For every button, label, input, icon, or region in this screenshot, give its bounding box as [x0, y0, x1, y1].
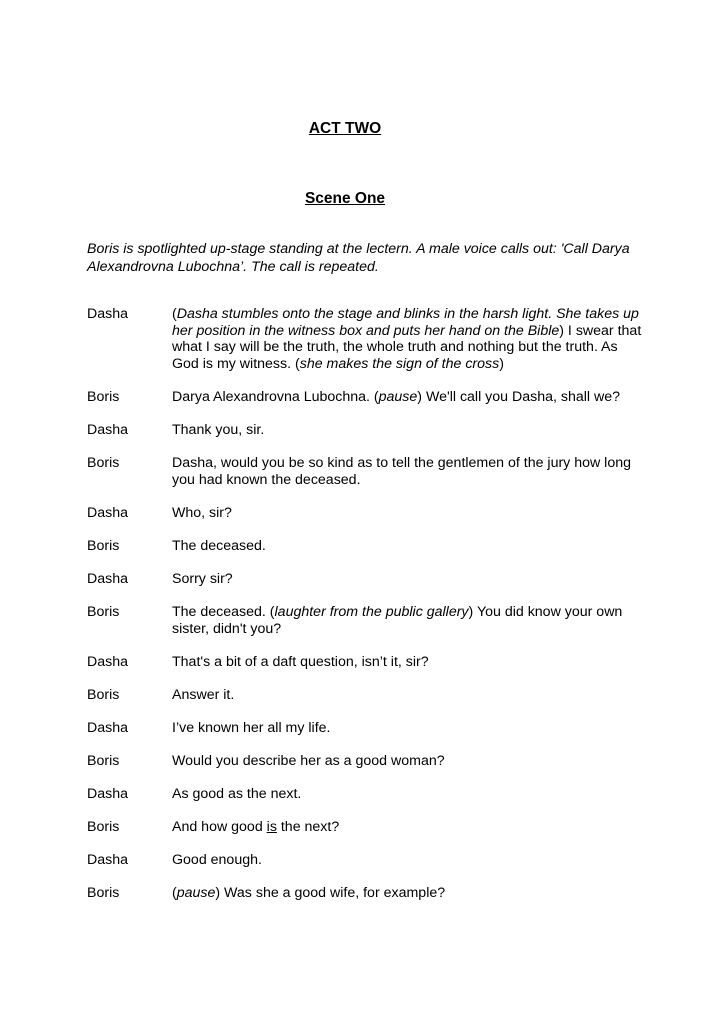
opening-stage-direction: Boris is spotlighted up-stage standing at the lectern. A male voice calls out: 'Call Darya Alexandrovna Lubochna’. The call is repeated. [87, 241, 630, 275]
speech-text [172, 306, 642, 372]
speech-text [172, 786, 642, 803]
speaker-name: Boris [87, 455, 120, 472]
speech-segment: Sorry sir? [172, 570, 233, 587]
speech-segment: I’ve known her all my life. [172, 719, 331, 736]
speaker-name: Boris [87, 753, 120, 769]
stage-direction-inline: pause [176, 885, 216, 902]
speech-segment: ) [499, 355, 504, 372]
speech-text [172, 604, 642, 637]
speaker-name: Boris [87, 537, 120, 554]
dialogue-line [87, 538, 647, 555]
speech-text [172, 687, 642, 704]
emphasis-text: is [266, 819, 277, 836]
speech-text [172, 885, 642, 902]
speech-text [172, 753, 642, 770]
speech-segment: ) We'll call you Dasha, shall we? [417, 388, 621, 405]
speech-text [172, 819, 642, 836]
speech-text [172, 654, 642, 671]
stage-direction-inline: she makes the sign of the cross [299, 355, 500, 372]
speech-segment: ) You did know your own sister, didn't you? [172, 604, 623, 637]
speech-segment: The deceased. ( [172, 604, 275, 621]
speaker-name: Dasha [87, 306, 129, 322]
dialogue-list [87, 306, 647, 918]
speech-segment: ) I swear that what I say will be the truth, the whole truth and nothing but the truth. As God is my witness. ( [172, 322, 642, 372]
speech-segment: ( [172, 885, 177, 902]
speech-text [172, 852, 642, 869]
speaker-name: Dasha [87, 786, 129, 803]
speech-segment: Thank you, sir. [172, 421, 265, 438]
speech-text [172, 538, 642, 555]
act-title: ACT TWO [308, 120, 382, 137]
dialogue-line [87, 753, 647, 770]
speaker-name: Dasha [87, 719, 129, 736]
speech-segment: ) Was she a good wife, for example? [215, 885, 446, 902]
dialogue-line [87, 885, 647, 902]
dialogue-line [87, 654, 647, 671]
speech-segment: Darya Alexandrovna Lubochna. ( [172, 388, 379, 405]
speech-segment: That's a bit of a daft question, isn’t it, sir? [172, 653, 429, 670]
speech-text [172, 505, 642, 522]
speech-text [172, 389, 642, 406]
stage-direction-inline: pause [378, 388, 418, 405]
speaker-name: Boris [87, 604, 120, 621]
speech-segment: And how good [172, 819, 267, 836]
stage-direction-inline: Dasha stumbles onto the stage and blinks in the harsh light. She takes up her position in the witness box and puts her hand on the Bible [172, 306, 639, 339]
speaker-name: Boris [87, 819, 120, 836]
speaker-name: Dasha [87, 653, 129, 670]
speech-segment: the next? [276, 819, 340, 836]
scene-title: Scene One [304, 190, 386, 207]
speech-segment: The deceased. [172, 537, 266, 554]
speaker-name: Boris [87, 885, 120, 902]
speech-segment: ( [172, 306, 177, 322]
dialogue-line [87, 852, 647, 869]
dialogue-line [87, 505, 647, 522]
dialogue-line [87, 306, 647, 372]
dialogue-line [87, 571, 647, 588]
speaker-name: Dasha [87, 852, 129, 869]
speech-segment: Good enough. [172, 852, 262, 869]
speaker-name: Boris [87, 388, 120, 405]
dialogue-line [87, 604, 647, 637]
speech-text [172, 455, 642, 488]
speech-text [172, 422, 642, 439]
dialogue-line [87, 455, 647, 488]
speech-text [172, 571, 642, 588]
speech-segment: Would you describe her as a good woman? [172, 753, 445, 769]
speaker-name: Dasha [87, 570, 129, 587]
dialogue-line [87, 819, 647, 836]
dialogue-line [87, 720, 647, 737]
dialogue-line [87, 687, 647, 704]
speech-segment: Answer it. [172, 686, 235, 703]
speaker-name: Dasha [87, 504, 129, 521]
speech-segment: Who, sir? [172, 504, 232, 521]
stage-direction-inline: laughter from the public gallery [274, 604, 469, 621]
dialogue-line [87, 422, 647, 439]
speaker-name: Boris [87, 686, 120, 703]
speaker-name: Dasha [87, 421, 129, 438]
speech-segment: As good as the next. [172, 786, 302, 803]
speech-segment: Dasha, would you be so kind as to tell the gentlemen of the jury how long you had known the deceased. [172, 455, 632, 488]
speech-text [172, 720, 642, 737]
dialogue-line [87, 786, 647, 803]
dialogue-line [87, 389, 647, 406]
